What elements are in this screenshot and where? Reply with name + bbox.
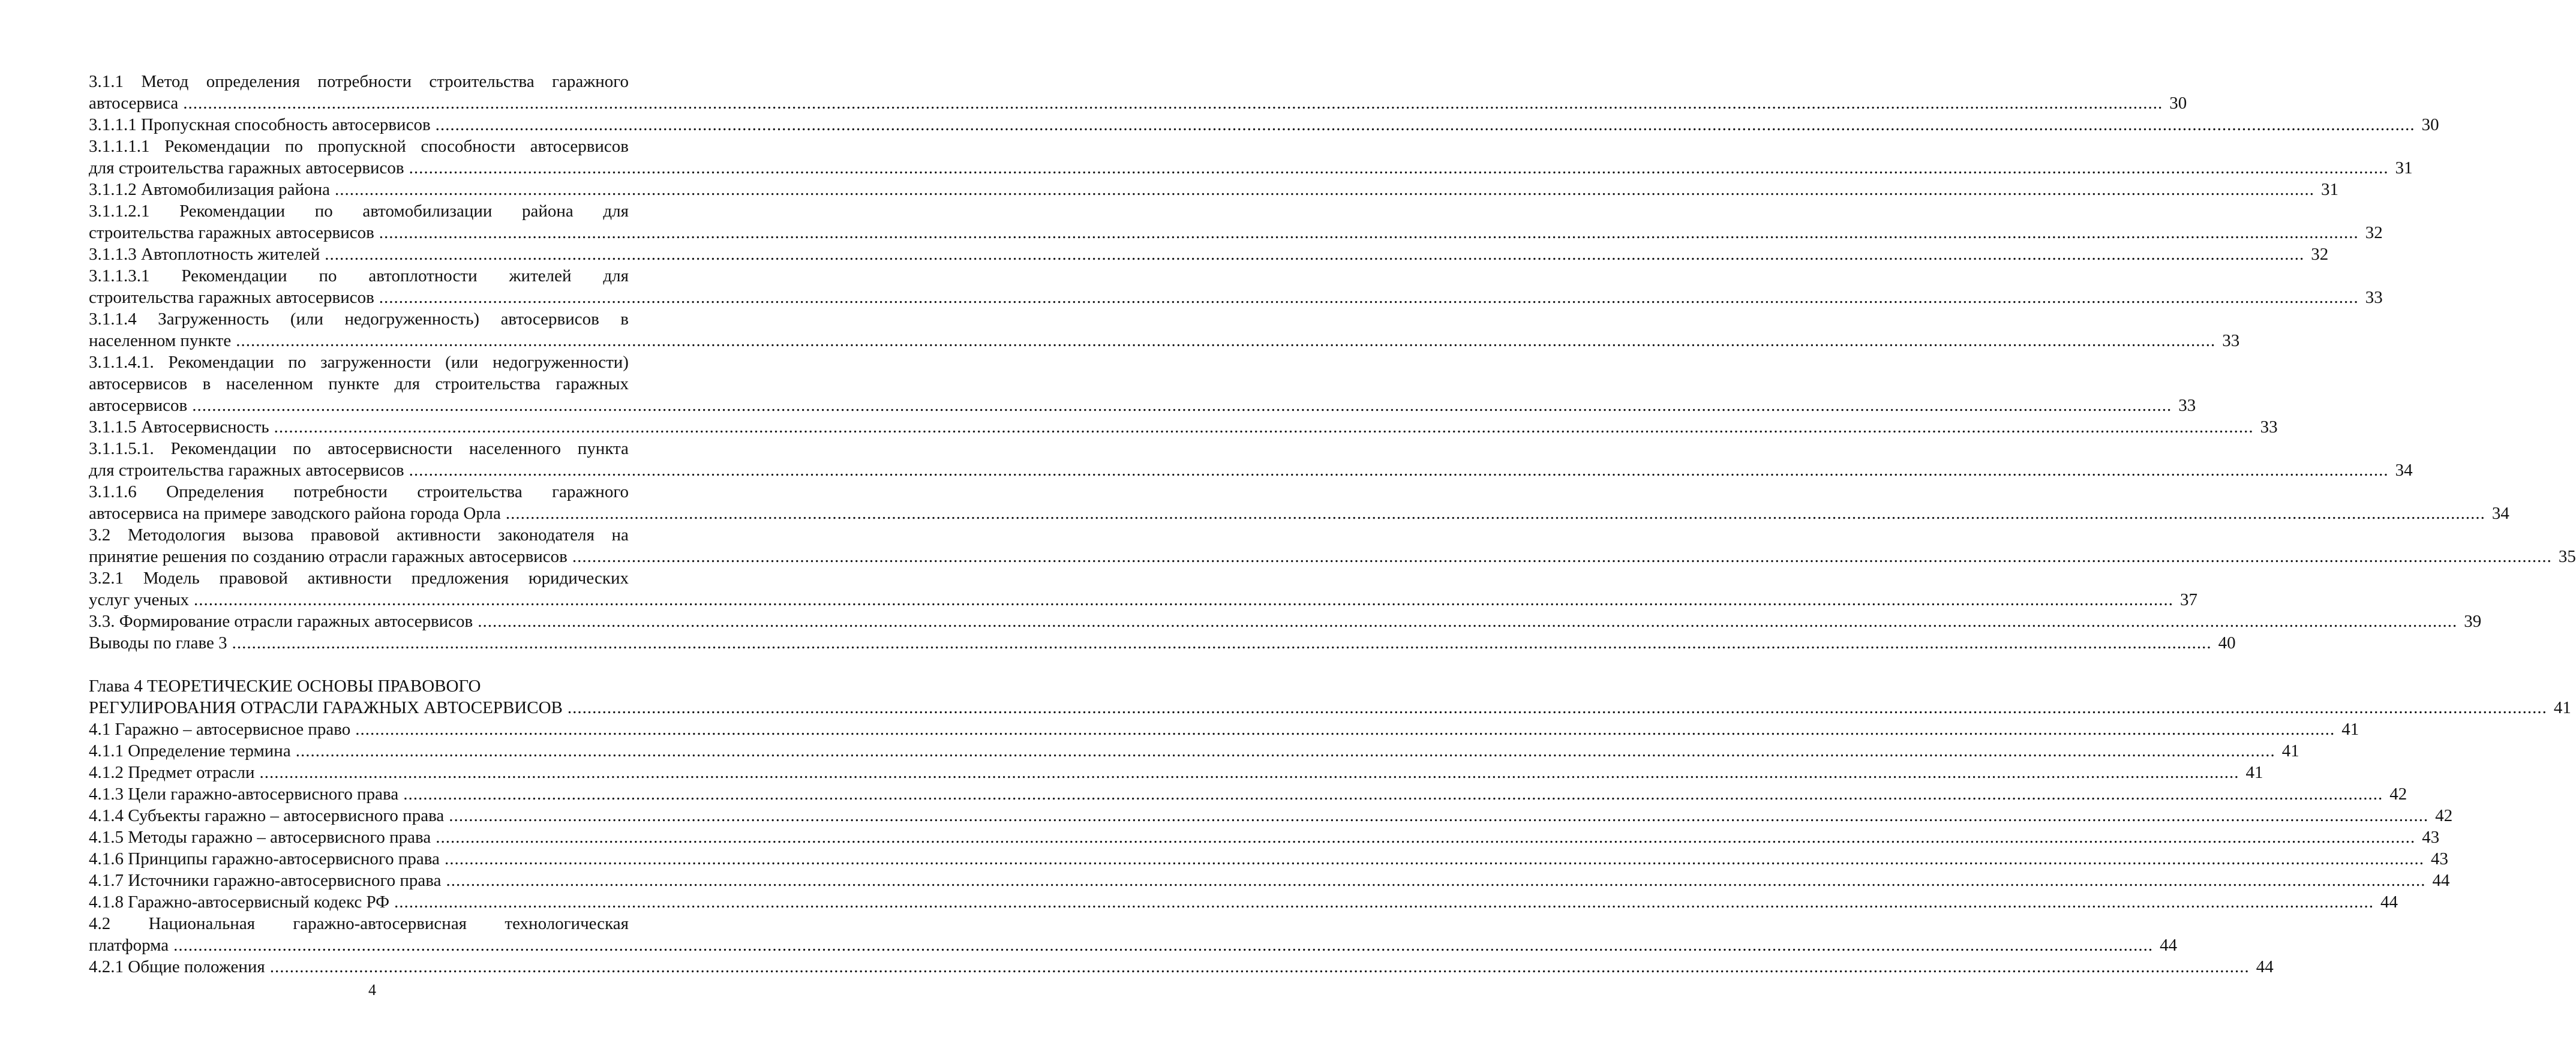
toc-entry-title: платформа — [89, 936, 169, 955]
dot-leader: ................................................................................................................................................................................................................................................................................................................................................................................................................ — [295, 741, 2275, 761]
dot-leader: ................................................................................................................................................................................................................................................................................................................................................................................................................ — [274, 417, 2254, 437]
toc-word: вызова — [242, 525, 294, 545]
toc-entry-page: 33 — [2178, 396, 2196, 415]
toc-word: для — [603, 266, 629, 285]
toc-entry-page: 42 — [2435, 806, 2453, 825]
toc-entry[interactable] — [89, 826, 2440, 848]
toc-entry-line — [89, 265, 629, 287]
toc-entry-last-line — [89, 503, 2509, 524]
toc-entry[interactable] — [89, 913, 2178, 956]
toc-word: пункте — [328, 374, 380, 393]
toc-entry-title: 3.1.1.1 Пропускная способность автосервисов — [89, 115, 431, 134]
table-of-contents — [89, 71, 2576, 978]
toc-entry[interactable] — [89, 611, 2482, 632]
toc-word: по — [293, 439, 311, 458]
toc-entry-line — [89, 373, 629, 395]
toc-entry-last-line — [89, 287, 2383, 308]
toc-word: строительства — [435, 374, 541, 393]
toc-word: 3.1.1.6 — [89, 482, 137, 501]
toc-entry-page: 33 — [2222, 331, 2240, 350]
dot-leader: ................................................................................................................................................................................................................................................................................................................................................................................................................ — [505, 504, 2485, 523]
section-gap — [89, 654, 657, 675]
toc-entry-title: для строительства гаражных автосервисов — [89, 461, 404, 480]
toc-word: гаражных — [556, 374, 629, 393]
toc-entry-title: Глава 4 ТЕОРЕТИЧЕСКИЕ ОСНОВЫ ПРАВОВОГО — [89, 677, 481, 696]
toc-entry-title: 3.3. Формирование отрасли гаражных автосервисов — [89, 612, 473, 631]
toc-entry[interactable] — [89, 308, 2240, 351]
toc-entry-last-line — [89, 783, 2407, 805]
toc-entry-page: 33 — [2365, 288, 2383, 307]
toc-entry-title: для строительства гаражных автосервисов — [89, 158, 404, 178]
toc-word: пропускной — [317, 137, 406, 156]
toc-word: гаражного — [552, 482, 629, 501]
dot-leader: ................................................................................................................................................................................................................................................................................................................................................................................................................ — [403, 785, 2383, 804]
toc-entry-last-line — [89, 114, 2439, 136]
toc-word: пункта — [577, 439, 629, 458]
toc-entry-last-line — [89, 891, 2398, 913]
toc-word: гаражного — [552, 72, 629, 91]
toc-entry-page: 41 — [2341, 720, 2359, 739]
toc-word: Методология — [127, 525, 226, 545]
dot-leader: ................................................................................................................................................................................................................................................................................................................................................................................................................ — [394, 892, 2374, 912]
toc-entry-title: 4.1.4 Субъекты гаражно – автосервисного права — [89, 806, 445, 825]
toc-entry-last-line — [89, 934, 2178, 956]
toc-word: Метод — [141, 72, 189, 91]
toc-word: 3.2.1 — [89, 569, 124, 588]
toc-entry[interactable] — [89, 136, 2413, 179]
dot-leader: ................................................................................................................................................................................................................................................................................................................................................................................................................ — [409, 158, 2389, 178]
toc-entry-last-line — [89, 459, 2413, 481]
toc-entry-page: 41 — [2245, 763, 2263, 782]
dot-leader: ................................................................................................................................................................................................................................................................................................................................................................................................................ — [567, 698, 2547, 717]
dot-leader: ................................................................................................................................................................................................................................................................................................................................................................................................................ — [444, 849, 2424, 868]
toc-entry[interactable] — [89, 719, 2359, 740]
toc-word: Рекомендации — [170, 439, 277, 458]
toc-entry-page: 44 — [2432, 871, 2450, 890]
toc-entry-title: 4.1.7 Источники гаражно-автосервисного права — [89, 871, 442, 890]
toc-entry-title: автосервиса — [89, 94, 179, 113]
toc-entry-title: Выводы по главе 3 — [89, 633, 227, 653]
toc-entry-page: 39 — [2464, 612, 2482, 631]
toc-entry[interactable] — [89, 200, 2383, 244]
toc-word: населенного — [469, 439, 561, 458]
toc-word: определения — [206, 72, 301, 91]
toc-word: недогруженность) — [344, 309, 480, 329]
toc-entry-last-line — [89, 179, 2339, 200]
toc-word: 3.1.1.5.1. — [89, 439, 154, 458]
toc-word: предложения — [411, 569, 509, 588]
toc-entry-last-line — [89, 611, 2482, 632]
toc-entry[interactable] — [89, 870, 2450, 891]
dot-leader: ................................................................................................................................................................................................................................................................................................................................................................................................................ — [335, 180, 2315, 199]
toc-entry-title: населенном пункте — [89, 331, 232, 350]
toc-entry-last-line — [89, 826, 2440, 848]
toc-word: Загруженность — [158, 309, 269, 329]
toc-entry-title: 4.1 Гаражно – автосервисное право — [89, 720, 351, 739]
toc-entry[interactable] — [89, 956, 2274, 978]
toc-word: автосервисности — [328, 439, 453, 458]
toc-word: активности — [397, 525, 481, 545]
toc-entry[interactable] — [89, 179, 2339, 200]
toc-entry-page: 44 — [2256, 957, 2274, 976]
dot-leader: ................................................................................................................................................................................................................................................................................................................................................................................................................ — [379, 223, 2359, 242]
toc-word: активности — [307, 569, 392, 588]
toc-entry-line — [89, 481, 629, 503]
toc-entry-page: 31 — [2395, 158, 2413, 178]
toc-word: законодателя — [498, 525, 595, 545]
toc-entry-last-line — [89, 92, 2187, 114]
toc-entry-title: РЕГУЛИРОВАНИЯ ОТРАСЛИ ГАРАЖНЫХ АВТОСЕРВИСОВ — [89, 698, 563, 717]
toc-word: юридических — [528, 569, 629, 588]
toc-word: Рекомендации — [168, 353, 274, 372]
toc-word: на — [611, 525, 629, 545]
toc-entry-last-line — [89, 805, 2453, 826]
toc-entry-title: автосервиса на примере заводского района города Орла — [89, 504, 501, 523]
toc-entry-title: 4.1.3 Цели гаражно-автосервисного права — [89, 785, 399, 804]
toc-entry-last-line — [89, 244, 2329, 265]
toc-word: гаражно-автосервисная — [293, 914, 467, 933]
toc-word: 3.1.1 — [89, 72, 124, 91]
toc-entry-title: 4.1.8 Гаражно-автосервисный кодекс РФ — [89, 892, 390, 912]
toc-entry[interactable] — [89, 632, 2236, 654]
dot-leader: ................................................................................................................................................................................................................................................................................................................................................................................................................ — [572, 547, 2552, 566]
toc-entry-last-line — [89, 222, 2383, 244]
dot-leader: ................................................................................................................................................................................................................................................................................................................................................................................................................ — [192, 396, 2172, 415]
toc-word: 4.2 — [89, 914, 111, 933]
toc-entry-last-line — [89, 870, 2450, 891]
dot-leader: ................................................................................................................................................................................................................................................................................................................................................................................................................ — [259, 763, 2239, 782]
toc-entry-page: 33 — [2260, 417, 2278, 437]
toc-entry-last-line — [89, 157, 2413, 179]
dot-leader: ................................................................................................................................................................................................................................................................................................................................................................................................................ — [409, 461, 2389, 480]
toc-word: правовой — [219, 569, 288, 588]
dot-leader: ................................................................................................................................................................................................................................................................................................................................................................................................................ — [183, 94, 2163, 113]
toc-entry-title: строительства гаражных автосервисов — [89, 288, 374, 307]
toc-entry-last-line — [89, 330, 2240, 351]
toc-entry-last-line — [89, 589, 2197, 611]
toc-word: Рекомендации — [164, 137, 271, 156]
toc-entry-last-line — [89, 762, 2263, 783]
toc-word: 3.1.1.2.1 — [89, 202, 150, 221]
toc-entry-last-line — [89, 546, 2576, 567]
toc-word: по — [285, 137, 304, 156]
toc-word: 3.1.1.1.1 — [89, 137, 150, 156]
toc-entry-page: 40 — [2218, 633, 2236, 653]
toc-word: потребности — [317, 72, 412, 91]
toc-entry[interactable] — [89, 351, 2196, 416]
toc-entry-last-line — [89, 416, 2278, 438]
dot-leader: ................................................................................................................................................................................................................................................................................................................................................................................................................ — [446, 871, 2426, 890]
toc-entry[interactable] — [89, 805, 2453, 826]
toc-word: автомобилизации — [362, 202, 493, 221]
dot-leader: ................................................................................................................................................................................................................................................................................................................................................................................................................ — [269, 957, 2250, 976]
toc-entry-title: услуг ученых — [89, 590, 189, 609]
toc-word: Рекомендации — [181, 266, 287, 285]
toc-word: (или — [290, 309, 323, 329]
toc-word: строительства — [417, 482, 523, 501]
toc-entry[interactable] — [89, 567, 2197, 611]
toc-entry-last-line — [89, 956, 2274, 978]
toc-word: Национальная — [148, 914, 256, 933]
toc-entry-line — [89, 913, 629, 934]
toc-word: по — [314, 202, 333, 221]
toc-entry-last-line — [89, 740, 2299, 762]
toc-entry-title: 4.1.1 Определение термина — [89, 741, 291, 761]
toc-entry-last-line — [89, 848, 2448, 870]
toc-word: населенном — [226, 374, 313, 393]
toc-word: правовой — [311, 525, 380, 545]
toc-entry-page: 31 — [2321, 180, 2339, 199]
dot-leader: ................................................................................................................................................................................................................................................................................................................................................................................................................ — [193, 590, 2173, 609]
toc-entry-line — [89, 524, 629, 546]
toc-entry-line — [89, 567, 629, 589]
toc-word: Рекомендации — [179, 202, 286, 221]
toc-entry-page: 30 — [2421, 115, 2439, 134]
toc-entry-title: принятие решения по созданию отрасли гаражных автосервисов — [89, 547, 568, 566]
toc-word: 3.2 — [89, 525, 111, 545]
toc-entry-line — [89, 351, 629, 373]
toc-entry-page: 41 — [2281, 741, 2299, 761]
toc-word: автосервисов — [89, 374, 188, 393]
toc-entry-page: 34 — [2491, 504, 2509, 523]
toc-entry[interactable] — [89, 438, 2413, 481]
toc-entry-title: автосервисов — [89, 396, 188, 415]
dot-leader: ................................................................................................................................................................................................................................................................................................................................................................................................................ — [435, 115, 2415, 134]
toc-entry-title: 4.1.2 Предмет отрасли — [89, 763, 255, 782]
toc-word: Определения — [166, 482, 264, 501]
toc-word: для — [394, 374, 421, 393]
toc-entry-page: 35 — [2558, 547, 2576, 566]
toc-entry[interactable] — [89, 740, 2299, 762]
toc-entry[interactable] — [89, 524, 2576, 567]
toc-entry-page: 43 — [2430, 849, 2448, 868]
dot-leader: ................................................................................................................................................................................................................................................................................................................................................................................................................ — [379, 288, 2359, 307]
toc-entry[interactable] — [89, 244, 2329, 265]
toc-entry-line — [89, 438, 629, 459]
toc-entry-title: 4.2.1 Общие положения — [89, 957, 265, 976]
toc-entry-title: строительства гаражных автосервисов — [89, 223, 374, 242]
toc-entry-last-line — [89, 719, 2359, 740]
toc-entry[interactable] — [89, 783, 2407, 805]
dot-leader: ................................................................................................................................................................................................................................................................................................................................................................................................................ — [449, 806, 2429, 825]
toc-entry-title: 4.1.6 Принципы гаражно-автосервисного права — [89, 849, 440, 868]
toc-word: 3.1.1.4.1. — [89, 353, 154, 372]
toc-entry-page: 32 — [2311, 245, 2329, 264]
toc-word: по — [319, 266, 337, 285]
toc-entry-page: 34 — [2395, 461, 2413, 480]
toc-word: в — [202, 374, 211, 393]
toc-entry[interactable] — [89, 762, 2263, 783]
toc-entry-page: 44 — [2380, 892, 2398, 912]
toc-entry[interactable] — [89, 265, 2383, 308]
toc-word: 3.1.1.4 — [89, 309, 137, 329]
dot-leader: ................................................................................................................................................................................................................................................................................................................................................................................................................ — [236, 331, 2216, 350]
toc-word: технологическая — [505, 914, 629, 933]
toc-entry[interactable] — [89, 416, 2278, 438]
toc-entry[interactable] — [89, 481, 2509, 524]
toc-entry-title: 3.1.1.5 Автосервисность — [89, 417, 269, 437]
toc-entry[interactable] — [89, 71, 2187, 114]
toc-word: в — [620, 309, 629, 329]
toc-word: для — [603, 202, 629, 221]
toc-entry-page: 44 — [2160, 936, 2178, 955]
toc-word: автоплотности — [368, 266, 478, 285]
toc-word: недогруженности) — [493, 353, 629, 372]
toc-entry-last-line — [89, 697, 2571, 719]
toc-word: загруженности — [320, 353, 431, 372]
toc-word: Модель — [143, 569, 200, 588]
dot-leader: ................................................................................................................................................................................................................................................................................................................................................................................................................ — [478, 612, 2458, 631]
toc-entry-line — [89, 308, 629, 330]
toc-entry[interactable] — [89, 114, 2439, 136]
toc-entry-line — [89, 200, 629, 222]
toc-word: 3.1.1.3.1 — [89, 266, 150, 285]
page-number: 4 — [368, 981, 376, 999]
toc-entry-page: 30 — [2169, 94, 2187, 113]
toc-word: строительства — [429, 72, 535, 91]
toc-entry-page: 42 — [2389, 785, 2407, 804]
toc-word: автосервисов — [530, 137, 629, 156]
toc-entry-title: 3.1.1.2 Автомобилизация района — [89, 180, 331, 199]
dot-leader: ................................................................................................................................................................................................................................................................................................................................................................................................................ — [232, 633, 2212, 653]
dot-leader: ................................................................................................................................................................................................................................................................................................................................................................................................................ — [355, 720, 2335, 739]
dot-leader: ................................................................................................................................................................................................................................................................................................................................................................................................................ — [436, 828, 2416, 847]
toc-entry-title: 3.1.1.3 Автоплотность жителей — [89, 245, 320, 264]
toc-word: по — [288, 353, 307, 372]
toc-word: потребности — [293, 482, 388, 501]
dot-leader: ................................................................................................................................................................................................................................................................................................................................................................................................................ — [325, 245, 2305, 264]
toc-word: (или — [445, 353, 479, 372]
toc-entry-line — [89, 675, 657, 697]
dot-leader: ................................................................................................................................................................................................................................................................................................................................................................................................................ — [173, 936, 2154, 955]
toc-word: способности — [421, 137, 516, 156]
toc-word: автосервисов — [500, 309, 599, 329]
toc-entry-page: 37 — [2179, 590, 2197, 609]
toc-entry[interactable] — [89, 675, 2571, 719]
toc-entry[interactable] — [89, 848, 2448, 870]
toc-entry-page: 43 — [2422, 828, 2440, 847]
toc-entry-line — [89, 71, 629, 92]
toc-entry-title: 4.1.5 Методы гаражно – автосервисного права — [89, 828, 431, 847]
toc-entry-last-line — [89, 632, 2236, 654]
toc-word: жителей — [509, 266, 572, 285]
toc-word: района — [522, 202, 574, 221]
toc-entry-last-line — [89, 395, 2196, 416]
toc-entry[interactable] — [89, 891, 2398, 913]
toc-entry-line — [89, 136, 629, 157]
toc-entry-page: 41 — [2553, 698, 2571, 717]
toc-entry-page: 32 — [2365, 223, 2383, 242]
